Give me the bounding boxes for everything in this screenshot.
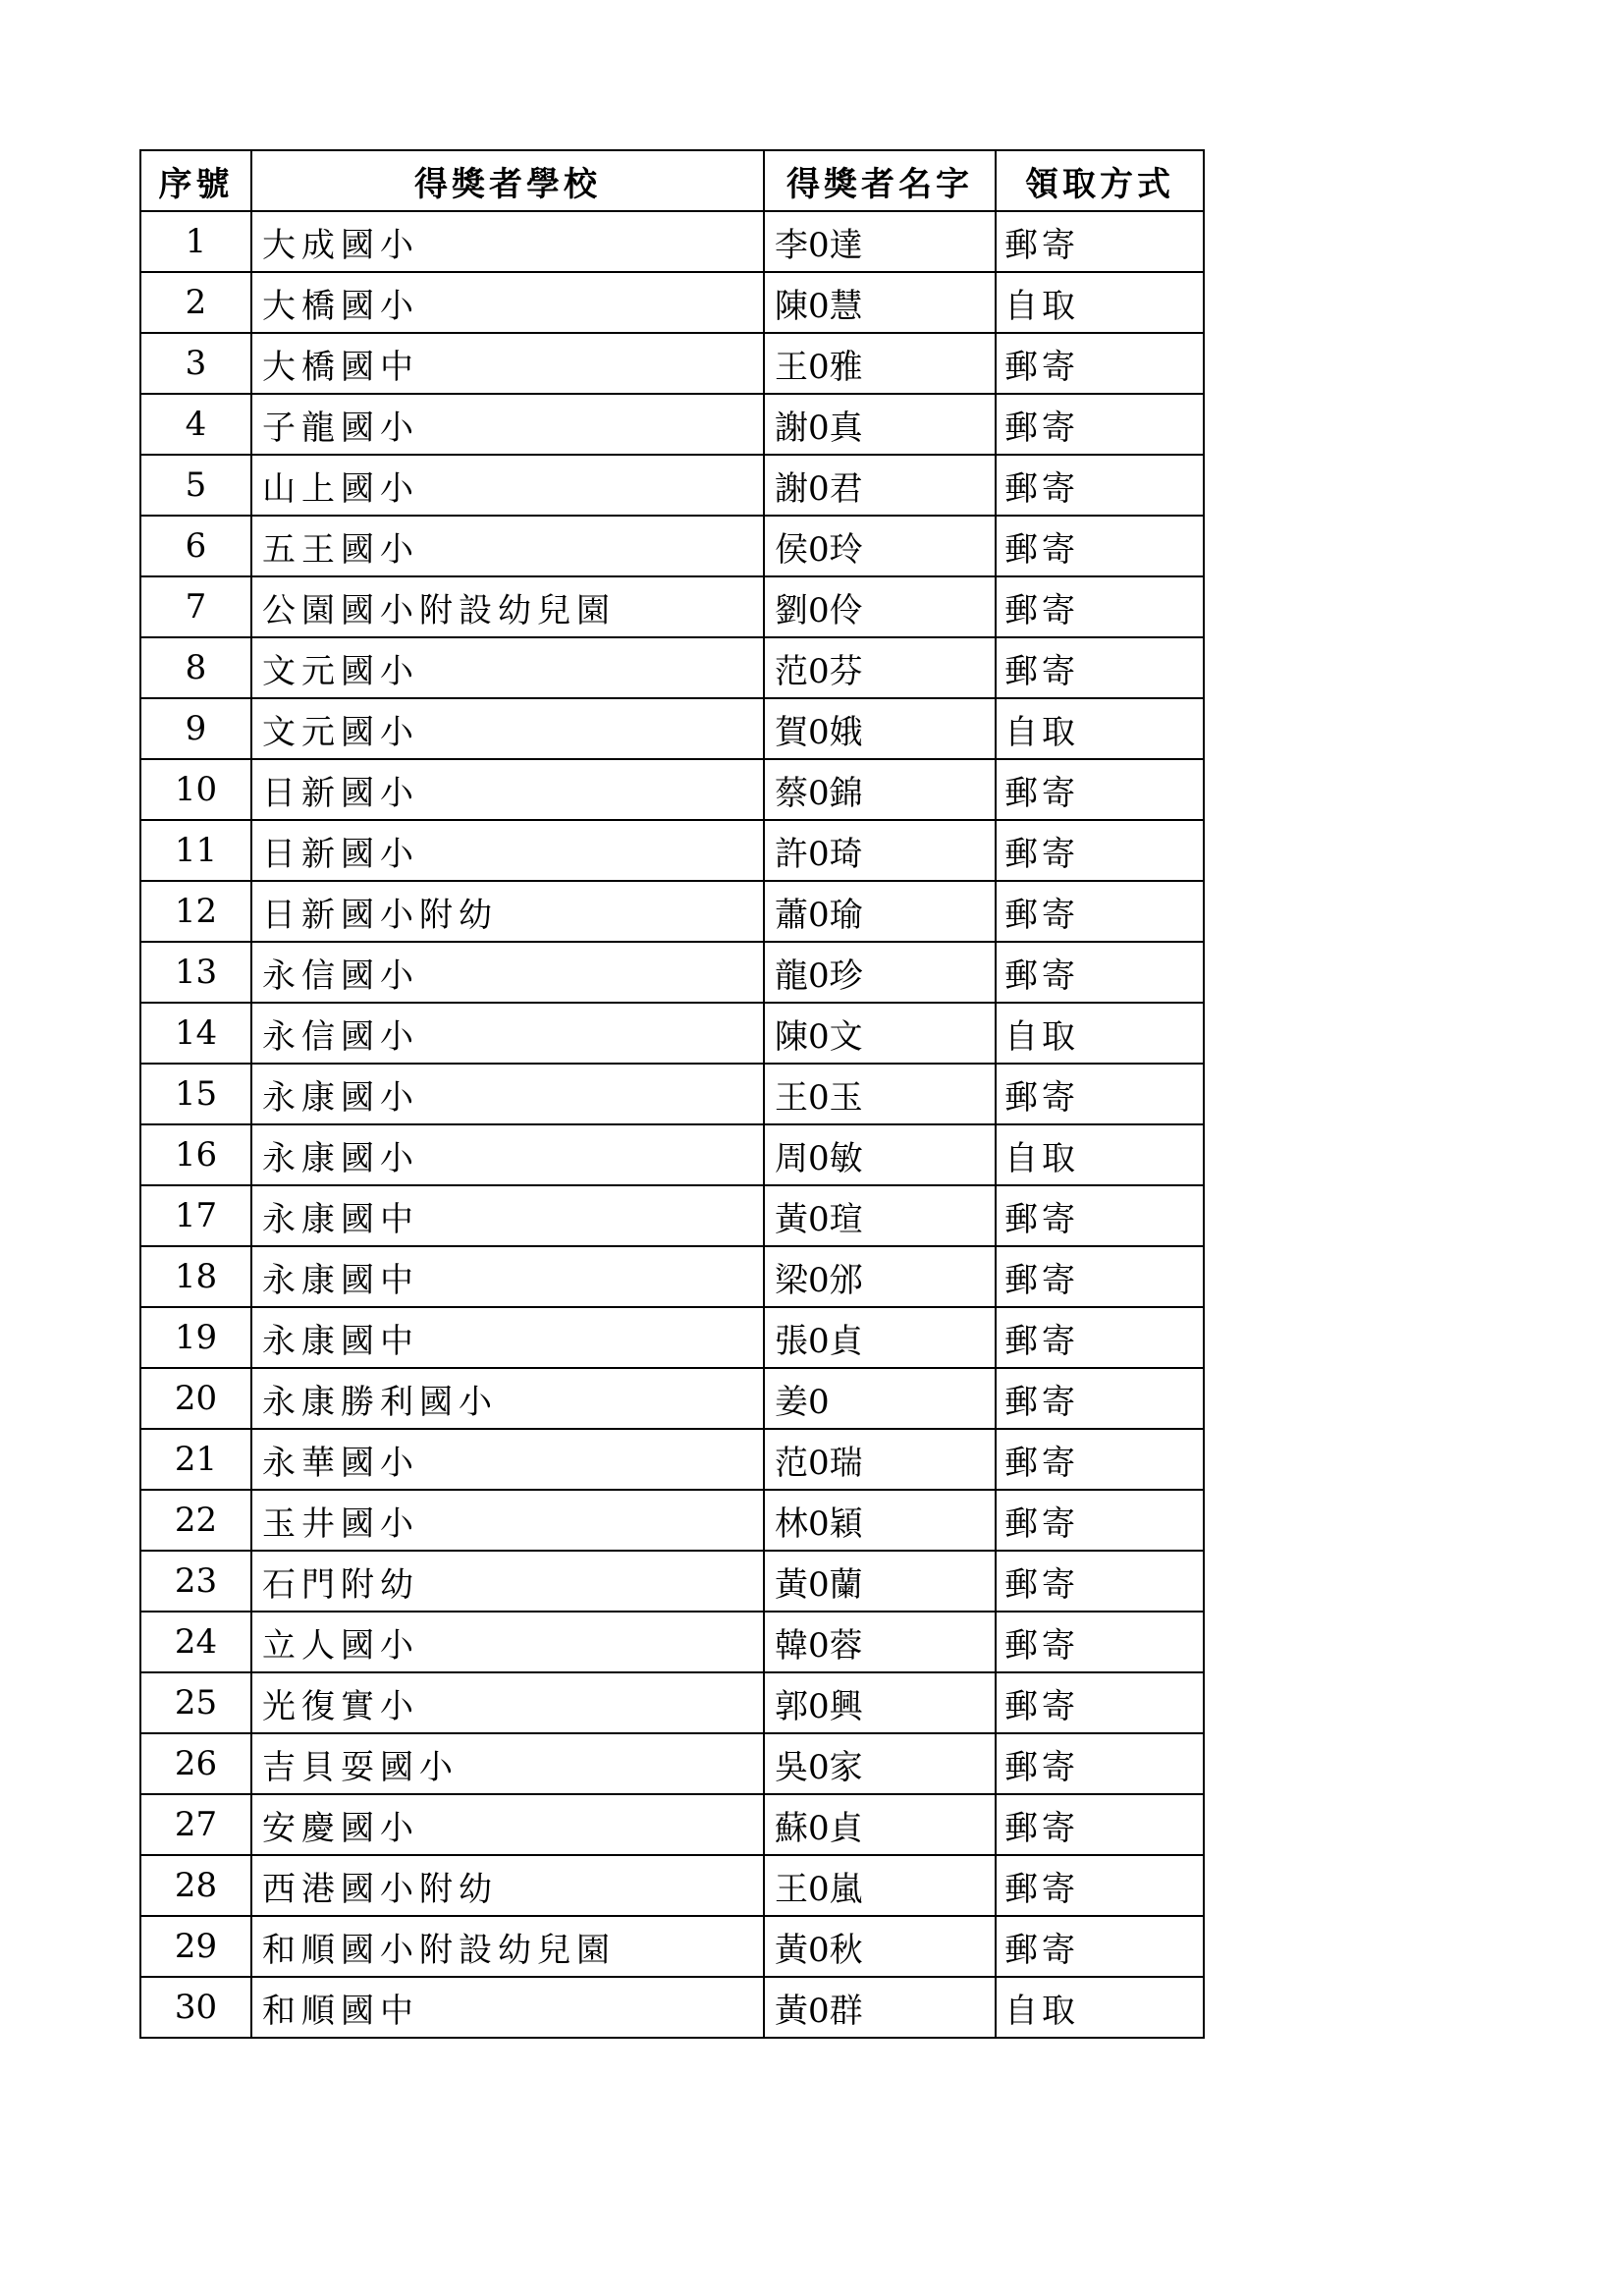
pickup-method-cell: 郵寄	[996, 1246, 1204, 1307]
table-row	[140, 1064, 1204, 1124]
table-row	[140, 759, 1204, 820]
pickup-method-cell: 郵寄	[996, 1672, 1204, 1733]
pickup-method-cell: 郵寄	[996, 1733, 1204, 1794]
winner-name-cell: 蘇0貞	[764, 1794, 996, 1855]
winner-name-cell: 黃0瑄	[764, 1185, 996, 1246]
table-header-row	[140, 150, 1204, 211]
header-no: 序號	[140, 150, 251, 211]
row-number: 2	[140, 272, 251, 333]
row-number: 21	[140, 1429, 251, 1490]
winner-name-cell: 姜0	[764, 1368, 996, 1429]
row-number: 8	[140, 637, 251, 698]
school-cell: 五王國小	[251, 516, 764, 576]
pickup-method-cell: 郵寄	[996, 1064, 1204, 1124]
row-number: 20	[140, 1368, 251, 1429]
row-number: 24	[140, 1612, 251, 1672]
table-row	[140, 516, 1204, 576]
winner-name-cell: 王0玉	[764, 1064, 996, 1124]
table-row	[140, 272, 1204, 333]
school-cell: 公園國小附設幼兒園	[251, 576, 764, 637]
winner-name-cell: 黃0群	[764, 1977, 996, 2038]
table-row	[140, 1368, 1204, 1429]
row-number: 3	[140, 333, 251, 394]
school-cell: 石門附幼	[251, 1551, 764, 1612]
school-cell: 永康國小	[251, 1124, 764, 1185]
table-row	[140, 1612, 1204, 1672]
table-row	[140, 1003, 1204, 1064]
table-row	[140, 1124, 1204, 1185]
pickup-method-cell: 郵寄	[996, 1794, 1204, 1855]
table-row	[140, 1733, 1204, 1794]
row-number: 6	[140, 516, 251, 576]
school-cell: 文元國小	[251, 698, 764, 759]
winner-name-cell: 陳0文	[764, 1003, 996, 1064]
school-cell: 安慶國小	[251, 1794, 764, 1855]
school-cell: 山上國小	[251, 455, 764, 516]
pickup-method-cell: 自取	[996, 1003, 1204, 1064]
pickup-method-cell: 郵寄	[996, 1855, 1204, 1916]
school-cell: 大成國小	[251, 211, 764, 272]
pickup-method-cell: 郵寄	[996, 1368, 1204, 1429]
header-school: 得獎者學校	[251, 150, 764, 211]
row-number: 9	[140, 698, 251, 759]
school-cell: 和順國中	[251, 1977, 764, 2038]
winner-name-cell: 韓0蓉	[764, 1612, 996, 1672]
pickup-method-cell: 郵寄	[996, 942, 1204, 1003]
table-row	[140, 394, 1204, 455]
school-cell: 永華國小	[251, 1429, 764, 1490]
row-number: 12	[140, 881, 251, 942]
winner-name-cell: 王0雅	[764, 333, 996, 394]
row-number: 17	[140, 1185, 251, 1246]
table-row	[140, 1246, 1204, 1307]
pickup-method-cell: 郵寄	[996, 516, 1204, 576]
row-number: 27	[140, 1794, 251, 1855]
pickup-method-cell: 郵寄	[996, 211, 1204, 272]
winner-name-cell: 陳0慧	[764, 272, 996, 333]
row-number: 25	[140, 1672, 251, 1733]
winner-name-cell: 劉0伶	[764, 576, 996, 637]
table-row	[140, 1490, 1204, 1551]
table-row	[140, 1672, 1204, 1733]
school-cell: 吉貝耍國小	[251, 1733, 764, 1794]
header-method: 領取方式	[996, 150, 1204, 211]
table-row	[140, 820, 1204, 881]
school-cell: 子龍國小	[251, 394, 764, 455]
table-row	[140, 881, 1204, 942]
school-cell: 永康國中	[251, 1246, 764, 1307]
pickup-method-cell: 自取	[996, 272, 1204, 333]
pickup-method-cell: 自取	[996, 1977, 1204, 2038]
winner-name-cell: 蔡0錦	[764, 759, 996, 820]
row-number: 28	[140, 1855, 251, 1916]
winners-table	[139, 149, 1205, 2039]
school-cell: 玉井國小	[251, 1490, 764, 1551]
row-number: 4	[140, 394, 251, 455]
pickup-method-cell: 郵寄	[996, 881, 1204, 942]
pickup-method-cell: 自取	[996, 1124, 1204, 1185]
school-cell: 永康國小	[251, 1064, 764, 1124]
row-number: 7	[140, 576, 251, 637]
table-row	[140, 1429, 1204, 1490]
winner-name-cell: 范0芬	[764, 637, 996, 698]
pickup-method-cell: 郵寄	[996, 1916, 1204, 1977]
row-number: 30	[140, 1977, 251, 2038]
school-cell: 日新國小	[251, 759, 764, 820]
pickup-method-cell: 郵寄	[996, 637, 1204, 698]
winner-name-cell: 張0貞	[764, 1307, 996, 1368]
row-number: 23	[140, 1551, 251, 1612]
pickup-method-cell: 郵寄	[996, 1490, 1204, 1551]
winner-name-cell: 李0達	[764, 211, 996, 272]
winner-name-cell: 吳0家	[764, 1733, 996, 1794]
table-row	[140, 1794, 1204, 1855]
table-row	[140, 1916, 1204, 1977]
table-row	[140, 211, 1204, 272]
table-row	[140, 455, 1204, 516]
table-row	[140, 942, 1204, 1003]
winner-name-cell: 林0穎	[764, 1490, 996, 1551]
header-name: 得獎者名字	[764, 150, 996, 211]
winner-name-cell: 郭0興	[764, 1672, 996, 1733]
school-cell: 文元國小	[251, 637, 764, 698]
row-number: 10	[140, 759, 251, 820]
table-row	[140, 1855, 1204, 1916]
pickup-method-cell: 郵寄	[996, 1307, 1204, 1368]
table-row	[140, 637, 1204, 698]
table-row	[140, 1185, 1204, 1246]
row-number: 15	[140, 1064, 251, 1124]
row-number: 1	[140, 211, 251, 272]
school-cell: 和順國小附設幼兒園	[251, 1916, 764, 1977]
pickup-method-cell: 郵寄	[996, 1551, 1204, 1612]
school-cell: 永康國中	[251, 1307, 764, 1368]
table-row	[140, 1977, 1204, 2038]
winner-name-cell: 黃0蘭	[764, 1551, 996, 1612]
winner-name-cell: 王0嵐	[764, 1855, 996, 1916]
pickup-method-cell: 郵寄	[996, 1612, 1204, 1672]
winner-name-cell: 謝0真	[764, 394, 996, 455]
pickup-method-cell: 郵寄	[996, 820, 1204, 881]
pickup-method-cell: 郵寄	[996, 394, 1204, 455]
pickup-method-cell: 郵寄	[996, 455, 1204, 516]
row-number: 5	[140, 455, 251, 516]
pickup-method-cell: 郵寄	[996, 759, 1204, 820]
row-number: 19	[140, 1307, 251, 1368]
winner-name-cell: 范0瑞	[764, 1429, 996, 1490]
row-number: 18	[140, 1246, 251, 1307]
winner-name-cell: 周0敏	[764, 1124, 996, 1185]
school-cell: 立人國小	[251, 1612, 764, 1672]
school-cell: 永康國中	[251, 1185, 764, 1246]
row-number: 13	[140, 942, 251, 1003]
table-row	[140, 576, 1204, 637]
school-cell: 大橋國中	[251, 333, 764, 394]
winner-name-cell: 梁0邠	[764, 1246, 996, 1307]
table-row	[140, 1307, 1204, 1368]
row-number: 16	[140, 1124, 251, 1185]
school-cell: 永信國小	[251, 942, 764, 1003]
school-cell: 永信國小	[251, 1003, 764, 1064]
school-cell: 大橋國小	[251, 272, 764, 333]
school-cell: 西港國小附幼	[251, 1855, 764, 1916]
table-row	[140, 333, 1204, 394]
winner-name-cell: 龍0珍	[764, 942, 996, 1003]
winner-name-cell: 許0琦	[764, 820, 996, 881]
row-number: 11	[140, 820, 251, 881]
winner-name-cell: 謝0君	[764, 455, 996, 516]
table-row	[140, 1551, 1204, 1612]
row-number: 14	[140, 1003, 251, 1064]
pickup-method-cell: 郵寄	[996, 1185, 1204, 1246]
pickup-method-cell: 郵寄	[996, 1429, 1204, 1490]
pickup-method-cell: 自取	[996, 698, 1204, 759]
pickup-method-cell: 郵寄	[996, 576, 1204, 637]
school-cell: 日新國小附幼	[251, 881, 764, 942]
winner-name-cell: 黃0秋	[764, 1916, 996, 1977]
pickup-method-cell: 郵寄	[996, 333, 1204, 394]
winner-name-cell: 侯0玲	[764, 516, 996, 576]
school-cell: 永康勝利國小	[251, 1368, 764, 1429]
school-cell: 日新國小	[251, 820, 764, 881]
winner-name-cell: 蕭0瑜	[764, 881, 996, 942]
table-body	[140, 211, 1204, 2038]
winner-name-cell: 賀0娥	[764, 698, 996, 759]
row-number: 26	[140, 1733, 251, 1794]
row-number: 22	[140, 1490, 251, 1551]
school-cell: 光復實小	[251, 1672, 764, 1733]
table-row	[140, 698, 1204, 759]
row-number: 29	[140, 1916, 251, 1977]
